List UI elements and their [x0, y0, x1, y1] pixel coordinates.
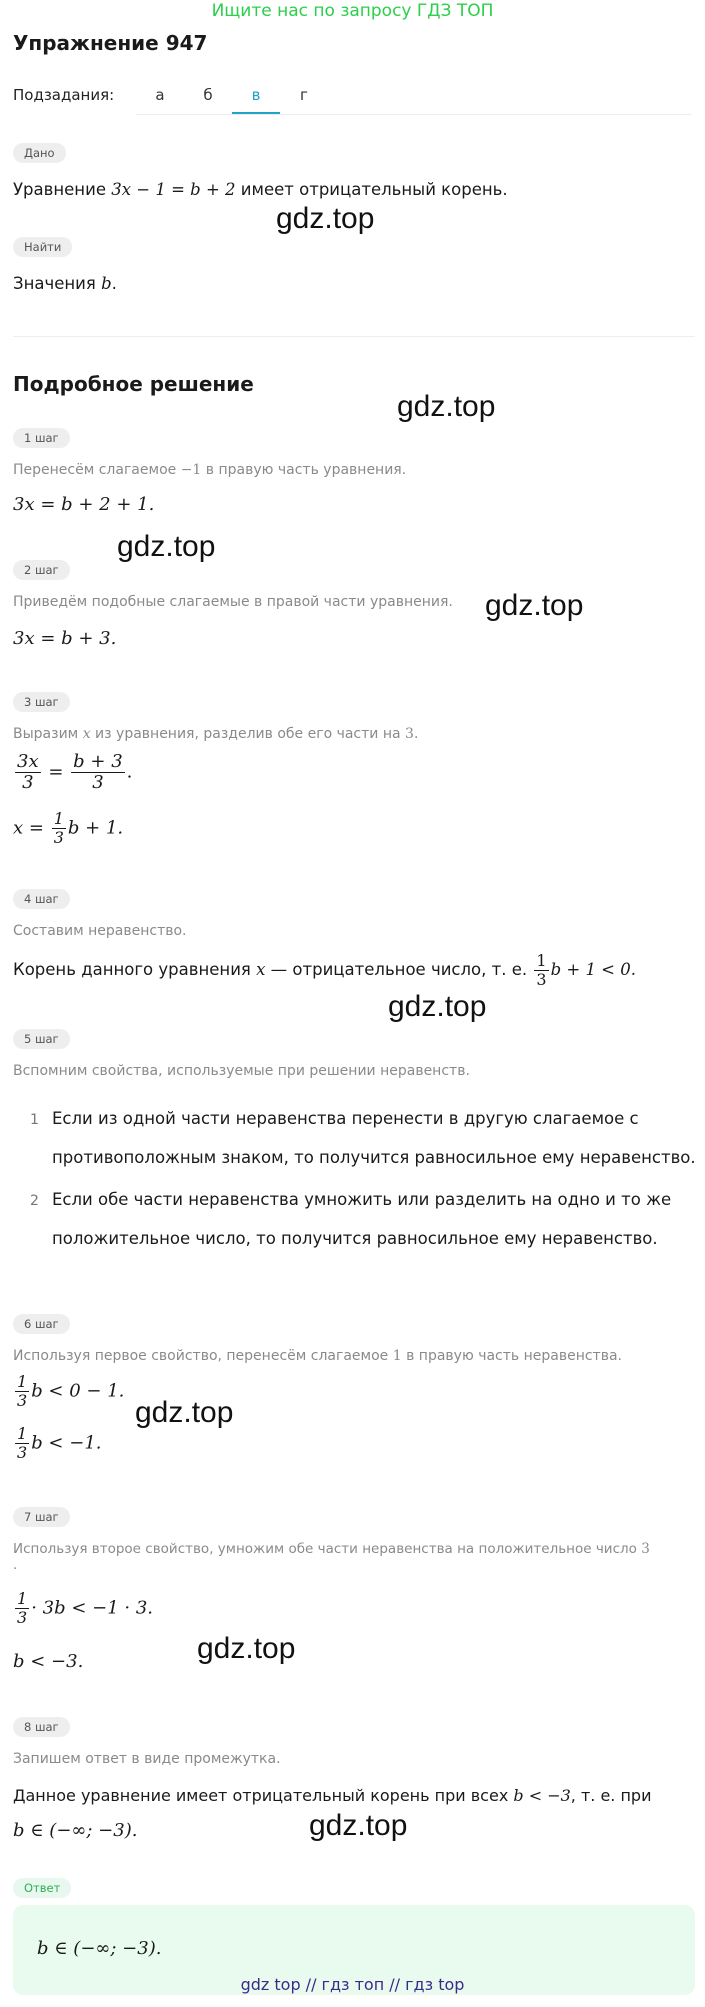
promo-banner[interactable]: Ищите нас по запросу ГДЗ ТОП	[211, 1, 494, 21]
fraction-numerator: 1	[17, 1589, 28, 1608]
find-text-post: .	[111, 274, 117, 293]
section-divider	[13, 336, 695, 337]
find-var: b	[101, 274, 112, 293]
step-3-chip: 3 шаг	[13, 692, 70, 712]
step-6-hint-num: 1	[392, 1348, 402, 1364]
tab-v[interactable]: в	[232, 78, 280, 114]
solution-title: Подробное решение	[13, 372, 254, 396]
property-line: положительное число, то получится равносильное ему неравенство.	[52, 1229, 658, 1248]
step-7-hint-pre: Используя второе свойство, умножим обе части неравенства на положительное число	[13, 1541, 642, 1557]
fraction-denominator: 3	[22, 772, 34, 793]
property-line: Если обе части неравенства умножить или разделить на одно и то же	[52, 1190, 672, 1209]
fraction-numerator: 1	[53, 809, 64, 828]
step-3-hint-num: 3	[405, 726, 414, 742]
step-8-inequality: b < −3	[513, 1786, 571, 1805]
period: .	[126, 761, 133, 783]
given-text	[13, 180, 508, 199]
step-1-chip: 1 шаг	[13, 428, 70, 448]
step-3-hint-var: x	[82, 726, 91, 742]
step-1-hint	[13, 462, 406, 478]
given-equation: 3x − 1 = b + 2	[111, 180, 236, 199]
page-title: Упражнение 947	[13, 31, 208, 55]
fraction-numerator: 3x	[17, 751, 39, 772]
step-6-line-2	[13, 1425, 102, 1462]
fraction-numerator: b + 3	[73, 751, 123, 772]
step-6-hint-pre: Используя первое свойство, перенесём слагаемое	[13, 1348, 393, 1364]
step-6-tail-1: b < 0 − 1.	[31, 1380, 125, 1402]
subtasks-label: Подзадания:	[13, 86, 115, 104]
step-2-equation: 3x = b + 3.	[13, 628, 117, 649]
fraction-denominator: 3	[536, 970, 547, 989]
list-number: 2	[30, 1193, 39, 1209]
step-8-text-pre: Данное уравнение имеет отрицательный корень при всех	[13, 1786, 514, 1805]
fraction-denominator: 3	[17, 1443, 28, 1462]
step-3-tail: b + 1.	[67, 817, 124, 839]
find-text	[13, 274, 117, 293]
fraction-denominator: 3	[17, 1391, 28, 1410]
step-7-line-1	[13, 1590, 153, 1627]
tab-g[interactable]: г	[300, 86, 308, 104]
step-5-chip: 5 шаг	[13, 1029, 70, 1049]
step-6-tail-2: b < −1.	[31, 1432, 102, 1454]
equals-sign: =	[48, 761, 64, 783]
step-6-line-1	[13, 1373, 124, 1410]
step-1-hint-post: в правую часть уравнения.	[201, 462, 407, 478]
subtasks-tabs	[136, 78, 705, 114]
step-3-hint-mid: из уравнения, разделив обе его части на	[90, 726, 406, 742]
step-4-chip: 4 шаг	[13, 889, 70, 909]
fraction-denominator: 3	[92, 772, 104, 793]
tab-a[interactable]: а	[155, 86, 165, 104]
step-3-hint	[13, 726, 418, 742]
step-2-chip: 2 шаг	[13, 560, 70, 580]
step-6-chip: 6 шаг	[13, 1314, 70, 1334]
step-8-text	[13, 1786, 651, 1805]
step-4-var: x	[256, 960, 266, 979]
step-5-hint: Вспомним свойства, используемые при решении неравенств.	[13, 1063, 470, 1079]
step-7-chip: 7 шаг	[13, 1507, 70, 1527]
property-line: противоположным знаком, то получится равносильное ему неравенство.	[52, 1148, 696, 1167]
fraction-numerator: 1	[536, 951, 547, 970]
step-3-line-1	[13, 752, 132, 793]
step-4-text-mid: — отрицательное число, т. е.	[265, 960, 533, 979]
step-7-hint-num: 3	[641, 1541, 650, 1557]
find-chip: Найти	[13, 237, 72, 257]
footer-links[interactable]: gdz top // гдз топ // гдз top	[240, 1975, 465, 1994]
step-4-text	[13, 952, 636, 989]
fraction-numerator: 1	[17, 1424, 28, 1443]
watermark: gdz.top	[117, 530, 216, 563]
property-item-2	[30, 1181, 671, 1257]
watermark: gdz.top	[485, 589, 584, 622]
step-1-hint-math: −1	[180, 462, 202, 478]
watermark: gdz.top	[388, 990, 487, 1023]
tabs-divider	[136, 114, 691, 115]
step-4-text-pre: Корень данного уравнения	[13, 960, 257, 979]
property-item-1	[30, 1100, 696, 1176]
step-8-hint: Запишем ответ в виде промежутка.	[13, 1751, 281, 1767]
step-3-hint-pre: Выразим	[13, 726, 83, 742]
watermark: gdz.top	[276, 202, 375, 235]
step-6-hint-post: в правую часть неравенства.	[401, 1348, 622, 1364]
list-number: 1	[30, 1112, 39, 1128]
fraction-denominator: 3	[53, 828, 64, 847]
watermark: gdz.top	[397, 390, 496, 423]
tab-b[interactable]: б	[203, 86, 213, 104]
given-text-pre: Уравнение	[13, 180, 112, 199]
step-1-equation: 3x = b + 2 + 1.	[13, 494, 155, 515]
watermark: gdz.top	[197, 1632, 296, 1665]
step-3-line-2	[13, 810, 123, 847]
given-text-post: имеет отрицательный корень.	[235, 180, 508, 199]
step-7-hint-dot: .	[13, 1557, 18, 1573]
answer-value: b ∈ (−∞; −3).	[37, 1938, 162, 1959]
step-8-interval: b ∈ (−∞; −3).	[13, 1820, 138, 1841]
fraction-numerator: 1	[17, 1372, 28, 1391]
step-7-line-2: b < −3.	[13, 1651, 84, 1672]
step-6-hint	[13, 1348, 622, 1364]
step-4-tail: b + 1 < 0.	[550, 960, 636, 979]
step-8-chip: 8 шаг	[13, 1717, 70, 1737]
step-8-text-post: , т. е. при	[570, 1786, 652, 1805]
step-3-hint-post: .	[413, 726, 419, 742]
find-text-pre: Значения	[13, 274, 102, 293]
step-2-hint: Приведём подобные слагаемые в правой части уравнения.	[13, 594, 453, 610]
watermark: gdz.top	[135, 1396, 234, 1429]
watermark: gdz.top	[309, 1809, 408, 1842]
x-equals: x =	[13, 817, 44, 839]
step-7-hint	[13, 1541, 650, 1573]
fraction-denominator: 3	[17, 1608, 28, 1627]
step-7-tail-1: · 3b < −1 · 3.	[31, 1597, 154, 1619]
property-line: Если из одной части неравенства перенести в другую слагаемое с	[52, 1109, 639, 1128]
answer-chip: Ответ	[13, 1878, 71, 1898]
step-1-hint-pre: Перенесём слагаемое	[13, 462, 181, 478]
step-4-hint: Составим неравенство.	[13, 923, 187, 939]
given-chip: Дано	[13, 143, 66, 163]
